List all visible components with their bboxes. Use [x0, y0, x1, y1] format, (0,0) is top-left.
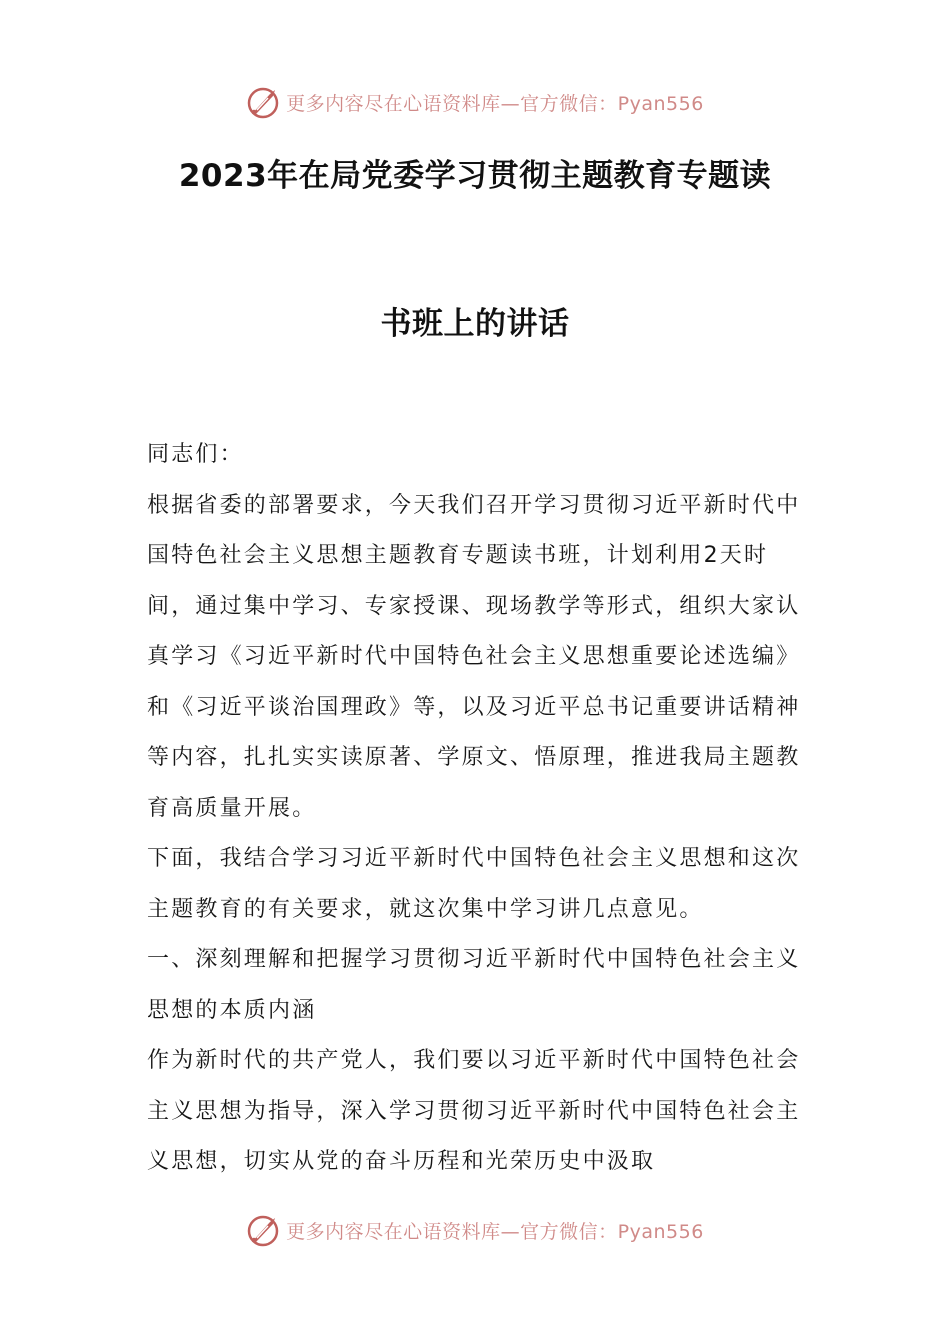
footer-banner — [0, 1210, 950, 1250]
document-body — [147, 430, 807, 1188]
body-paragraph: 下面，我结合学习习近平新时代中国特色社会主义思想和这次主题教育的有关要求，就这次集中学习讲几点意见。 — [147, 846, 801, 922]
document-title-line-2: 书班上的讲话 — [380, 306, 570, 342]
header-banner — [0, 82, 950, 122]
document-title-line-1: 2023年在局党委学习贯彻主题教育专题读 — [178, 158, 772, 194]
quill-pen-seal-icon — [246, 1212, 282, 1248]
body-paragraph: 作为新时代的共产党人，我们要以习近平新时代中国特色社会主义思想为指导，深入学习贯彻习近平新时代中国特色社会主义思想，切实从党的奋斗历程和光荣历史中汲取 — [147, 1048, 801, 1174]
banner-text: 更多内容尽在心语资料库—官方微信：Pyan556 — [286, 92, 704, 115]
body-paragraph: 根据省委的部署要求，今天我们召开学习贯彻习近平新时代中国特色社会主义思想主题教育专题读书班，计划利用2天时间，通过集中学习、专家授课、现场教学等形式，组织大家认真学习《习近平新时代中国特色社会主义思想重要论述选编》和《习近平谈治国理政》等，以及习近平总书记重要讲话精神等内容，扎扎实实读原著、学原文、悟原理，推进我局主题教育高质量开展。 — [147, 492, 801, 821]
section-heading: 一、深刻理解和把握学习贯彻习近平新时代中国特色社会主义思想的本质内涵 — [147, 947, 801, 1023]
salutation: 同志们： — [147, 442, 244, 467]
quill-pen-seal-icon — [246, 84, 282, 120]
banner-text: 更多内容尽在心语资料库—官方微信：Pyan556 — [286, 1220, 704, 1243]
